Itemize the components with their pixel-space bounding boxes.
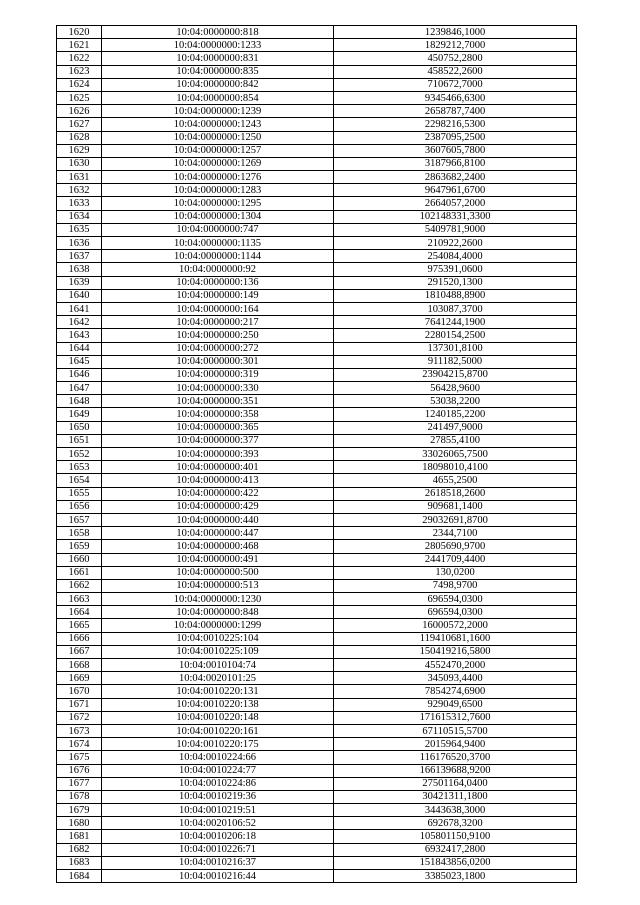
table-row [57, 487, 577, 500]
value-cell: 210922,2600 [334, 237, 577, 250]
table-row [57, 408, 577, 421]
row-number-cell: 1670 [57, 685, 102, 698]
table-row [57, 777, 577, 790]
cadastral-number-cell: 10:04:0000000:92 [102, 263, 334, 276]
cadastral-number-cell: 10:04:0000000:250 [102, 329, 334, 342]
table-row [57, 302, 577, 315]
value-cell: 254084,4000 [334, 250, 577, 263]
value-cell: 2344,7100 [334, 527, 577, 540]
table-row [57, 131, 577, 144]
value-cell: 1239846,1000 [334, 26, 577, 39]
value-cell: 30421311,1800 [334, 790, 577, 803]
cadastral-number-cell: 10:04:0000000:468 [102, 540, 334, 553]
table-row [57, 579, 577, 592]
value-cell: 137301,8100 [334, 342, 577, 355]
value-cell: 4552470,2000 [334, 659, 577, 672]
cadastral-number-cell: 10:04:0000000:351 [102, 395, 334, 408]
table-row [57, 184, 577, 197]
table-row [57, 711, 577, 724]
row-number-cell: 1665 [57, 619, 102, 632]
row-number-cell: 1664 [57, 606, 102, 619]
cadastral-number-cell: 10:04:0000000:1135 [102, 237, 334, 250]
row-number-cell: 1642 [57, 316, 102, 329]
table-row [57, 593, 577, 606]
table-row [57, 237, 577, 250]
table-row [57, 434, 577, 447]
cadastral-number-cell: 10:04:0000000:1257 [102, 144, 334, 157]
value-cell: 909681,1400 [334, 500, 577, 513]
row-number-cell: 1628 [57, 131, 102, 144]
table-row [57, 197, 577, 210]
cadastral-number-cell: 10:04:0000000:1239 [102, 105, 334, 118]
value-cell: 291520,1300 [334, 276, 577, 289]
cadastral-number-cell: 10:04:0000000:136 [102, 276, 334, 289]
row-number-cell: 1638 [57, 263, 102, 276]
value-cell: 7641244,1900 [334, 316, 577, 329]
value-cell: 33026065,7500 [334, 448, 577, 461]
table-row [57, 448, 577, 461]
cadastral-number-cell: 10:04:0000000:842 [102, 78, 334, 91]
cadastral-number-cell: 10:04:0000000:1144 [102, 250, 334, 263]
row-number-cell: 1678 [57, 790, 102, 803]
table-row [57, 856, 577, 869]
row-number-cell: 1632 [57, 184, 102, 197]
row-number-cell: 1624 [57, 78, 102, 91]
cadastral-number-cell: 10:04:0010224:86 [102, 777, 334, 790]
value-cell: 7854274,6900 [334, 685, 577, 698]
row-number-cell: 1625 [57, 91, 102, 104]
row-number-cell: 1649 [57, 408, 102, 421]
row-number-cell: 1654 [57, 474, 102, 487]
row-number-cell: 1641 [57, 302, 102, 315]
table-row [57, 329, 577, 342]
table-row [57, 382, 577, 395]
cadastral-number-cell: 10:04:0000000:854 [102, 91, 334, 104]
row-number-cell: 1633 [57, 197, 102, 210]
cadastral-number-cell: 10:04:0010225:104 [102, 632, 334, 645]
row-number-cell: 1623 [57, 65, 102, 78]
table-body [57, 26, 577, 883]
table-row [57, 395, 577, 408]
value-cell: 2618518,2600 [334, 487, 577, 500]
cadastral-number-cell: 10:04:0000000:831 [102, 52, 334, 65]
table-row [57, 619, 577, 632]
cadastral-number-cell: 10:04:0000000:1283 [102, 184, 334, 197]
value-cell: 2863682,2400 [334, 171, 577, 184]
value-cell: 1829212,7000 [334, 39, 577, 52]
value-cell: 710672,7000 [334, 78, 577, 91]
table-row [57, 461, 577, 474]
table-row [57, 171, 577, 184]
table-row [57, 276, 577, 289]
table-row [57, 804, 577, 817]
row-number-cell: 1667 [57, 645, 102, 658]
table-row [57, 39, 577, 52]
row-number-cell: 1621 [57, 39, 102, 52]
table-row [57, 830, 577, 843]
cadastral-number-cell: 10:04:0000000:491 [102, 553, 334, 566]
table-row [57, 355, 577, 368]
value-cell: 7498,9700 [334, 579, 577, 592]
row-number-cell: 1627 [57, 118, 102, 131]
row-number-cell: 1651 [57, 434, 102, 447]
cadastral-number-cell: 10:04:0000000:447 [102, 527, 334, 540]
value-cell: 102148331,3300 [334, 210, 577, 223]
row-number-cell: 1671 [57, 698, 102, 711]
row-number-cell: 1629 [57, 144, 102, 157]
cadastral-number-cell: 10:04:0010219:36 [102, 790, 334, 803]
cadastral-number-cell: 10:04:0010220:131 [102, 685, 334, 698]
value-cell: 23904215,8700 [334, 368, 577, 381]
value-cell: 3385023,1800 [334, 870, 577, 883]
cadastral-number-cell: 10:04:0000000:330 [102, 382, 334, 395]
row-number-cell: 1657 [57, 513, 102, 526]
cadastral-number-cell: 10:04:0020106:52 [102, 817, 334, 830]
cadastral-number-cell: 10:04:0000000:1233 [102, 39, 334, 52]
table-row [57, 368, 577, 381]
cadastral-value-table [56, 25, 577, 883]
table-row [57, 724, 577, 737]
row-number-cell: 1659 [57, 540, 102, 553]
table-row [57, 698, 577, 711]
cadastral-number-cell: 10:04:0010220:175 [102, 738, 334, 751]
cadastral-number-cell: 10:04:0000000:365 [102, 421, 334, 434]
row-number-cell: 1680 [57, 817, 102, 830]
cadastral-number-cell: 10:04:0000000:319 [102, 368, 334, 381]
cadastral-number-cell: 10:04:0000000:377 [102, 434, 334, 447]
row-number-cell: 1631 [57, 171, 102, 184]
value-cell: 2441709,4400 [334, 553, 577, 566]
value-cell: 116176520,3700 [334, 751, 577, 764]
cadastral-number-cell: 10:04:0000000:1230 [102, 593, 334, 606]
row-number-cell: 1676 [57, 764, 102, 777]
value-cell: 18098010,4100 [334, 461, 577, 474]
row-number-cell: 1640 [57, 289, 102, 302]
table-row [57, 738, 577, 751]
table-row [57, 316, 577, 329]
table-row [57, 65, 577, 78]
value-cell: 9647961,6700 [334, 184, 577, 197]
cadastral-number-cell: 10:04:0000000:1250 [102, 131, 334, 144]
row-number-cell: 1661 [57, 566, 102, 579]
table-row [57, 751, 577, 764]
value-cell: 458522,2600 [334, 65, 577, 78]
value-cell: 3443638,3000 [334, 804, 577, 817]
value-cell: 16000572,2000 [334, 619, 577, 632]
cadastral-number-cell: 10:04:0000000:1304 [102, 210, 334, 223]
value-cell: 3607605,7800 [334, 144, 577, 157]
value-cell: 2664057,2000 [334, 197, 577, 210]
row-number-cell: 1645 [57, 355, 102, 368]
row-number-cell: 1684 [57, 870, 102, 883]
table-row [57, 513, 577, 526]
row-number-cell: 1636 [57, 237, 102, 250]
row-number-cell: 1660 [57, 553, 102, 566]
value-cell: 119410681,1600 [334, 632, 577, 645]
cadastral-number-cell: 10:04:0010220:148 [102, 711, 334, 724]
value-cell: 2015964,9400 [334, 738, 577, 751]
row-number-cell: 1669 [57, 672, 102, 685]
table-row [57, 263, 577, 276]
table-row [57, 553, 577, 566]
value-cell: 241497,9000 [334, 421, 577, 434]
value-cell: 150419216,5800 [334, 645, 577, 658]
row-number-cell: 1620 [57, 26, 102, 39]
table-row [57, 540, 577, 553]
cadastral-number-cell: 10:04:0000000:1295 [102, 197, 334, 210]
row-number-cell: 1639 [57, 276, 102, 289]
table-row [57, 78, 577, 91]
cadastral-number-cell: 10:04:0000000:164 [102, 302, 334, 315]
cadastral-number-cell: 10:04:0000000:301 [102, 355, 334, 368]
value-cell: 151843856,0200 [334, 856, 577, 869]
table-row [57, 250, 577, 263]
table-row [57, 843, 577, 856]
value-cell: 2280154,2500 [334, 329, 577, 342]
row-number-cell: 1626 [57, 105, 102, 118]
cadastral-number-cell: 10:04:0000000:358 [102, 408, 334, 421]
table-row [57, 500, 577, 513]
cadastral-number-cell: 10:04:0010220:138 [102, 698, 334, 711]
value-cell: 6932417,2800 [334, 843, 577, 856]
row-number-cell: 1668 [57, 659, 102, 672]
cadastral-number-cell: 10:04:0000000:1276 [102, 171, 334, 184]
row-number-cell: 1683 [57, 856, 102, 869]
row-number-cell: 1622 [57, 52, 102, 65]
value-cell: 929049,6500 [334, 698, 577, 711]
row-number-cell: 1648 [57, 395, 102, 408]
table-row [57, 632, 577, 645]
value-cell: 103087,3700 [334, 302, 577, 315]
row-number-cell: 1674 [57, 738, 102, 751]
cadastral-number-cell: 10:04:0000000:401 [102, 461, 334, 474]
table-row [57, 606, 577, 619]
cadastral-number-cell: 10:04:0000000:217 [102, 316, 334, 329]
cadastral-number-cell: 10:04:0010206:18 [102, 830, 334, 843]
table-row [57, 289, 577, 302]
row-number-cell: 1650 [57, 421, 102, 434]
row-number-cell: 1637 [57, 250, 102, 263]
table-row [57, 527, 577, 540]
table-row [57, 817, 577, 830]
table-row [57, 764, 577, 777]
value-cell: 1240185,2200 [334, 408, 577, 421]
row-number-cell: 1662 [57, 579, 102, 592]
value-cell: 345093,4400 [334, 672, 577, 685]
row-number-cell: 1643 [57, 329, 102, 342]
row-number-cell: 1677 [57, 777, 102, 790]
cadastral-number-cell: 10:04:0000000:393 [102, 448, 334, 461]
row-number-cell: 1646 [57, 368, 102, 381]
value-cell: 5409781,9000 [334, 223, 577, 236]
table-row [57, 474, 577, 487]
table-row [57, 26, 577, 39]
row-number-cell: 1656 [57, 500, 102, 513]
row-number-cell: 1653 [57, 461, 102, 474]
cadastral-number-cell: 10:04:0000000:1269 [102, 157, 334, 170]
table-row [57, 672, 577, 685]
cadastral-number-cell: 10:04:0000000:1243 [102, 118, 334, 131]
cadastral-number-cell: 10:04:0010220:161 [102, 724, 334, 737]
value-cell: 130,0200 [334, 566, 577, 579]
value-cell: 450752,2800 [334, 52, 577, 65]
table-row [57, 118, 577, 131]
table-row [57, 210, 577, 223]
value-cell: 105801150,9100 [334, 830, 577, 843]
cadastral-number-cell: 10:04:0010226:71 [102, 843, 334, 856]
value-cell: 9345466,6300 [334, 91, 577, 104]
value-cell: 696594,0300 [334, 593, 577, 606]
cadastral-number-cell: 10:04:0010219:51 [102, 804, 334, 817]
row-number-cell: 1655 [57, 487, 102, 500]
cadastral-number-cell: 10:04:0010216:44 [102, 870, 334, 883]
cadastral-number-cell: 10:04:0000000:835 [102, 65, 334, 78]
row-number-cell: 1652 [57, 448, 102, 461]
cadastral-number-cell: 10:04:0000000:747 [102, 223, 334, 236]
value-cell: 2805690,9700 [334, 540, 577, 553]
row-number-cell: 1635 [57, 223, 102, 236]
cadastral-number-cell: 10:04:0000000:848 [102, 606, 334, 619]
value-cell: 975391,0600 [334, 263, 577, 276]
row-number-cell: 1644 [57, 342, 102, 355]
table-row [57, 342, 577, 355]
value-cell: 67110515,5700 [334, 724, 577, 737]
row-number-cell: 1658 [57, 527, 102, 540]
row-number-cell: 1679 [57, 804, 102, 817]
value-cell: 56428,9600 [334, 382, 577, 395]
table-row [57, 105, 577, 118]
table-row [57, 421, 577, 434]
value-cell: 27501164,0400 [334, 777, 577, 790]
row-number-cell: 1673 [57, 724, 102, 737]
value-cell: 2298216,5300 [334, 118, 577, 131]
row-number-cell: 1647 [57, 382, 102, 395]
row-number-cell: 1634 [57, 210, 102, 223]
table-row [57, 144, 577, 157]
cadastral-number-cell: 10:04:0000000:272 [102, 342, 334, 355]
cadastral-number-cell: 10:04:0010225:109 [102, 645, 334, 658]
cadastral-number-cell: 10:04:0000000:513 [102, 579, 334, 592]
cadastral-number-cell: 10:04:0000000:1299 [102, 619, 334, 632]
cadastral-number-cell: 10:04:0000000:440 [102, 513, 334, 526]
cadastral-number-cell: 10:04:0000000:429 [102, 500, 334, 513]
row-number-cell: 1672 [57, 711, 102, 724]
cadastral-number-cell: 10:04:0000000:818 [102, 26, 334, 39]
cadastral-number-cell: 10:04:0000000:422 [102, 487, 334, 500]
value-cell: 692678,3200 [334, 817, 577, 830]
cadastral-number-cell: 10:04:0010104:74 [102, 659, 334, 672]
table-row [57, 91, 577, 104]
value-cell: 1810488,8900 [334, 289, 577, 302]
cadastral-number-cell: 10:04:0000000:149 [102, 289, 334, 302]
value-cell: 166139688,9200 [334, 764, 577, 777]
table-row [57, 223, 577, 236]
value-cell: 3187966,8100 [334, 157, 577, 170]
cadastral-number-cell: 10:04:0010224:66 [102, 751, 334, 764]
table-row [57, 157, 577, 170]
table-row [57, 790, 577, 803]
cadastral-number-cell: 10:04:0020101:25 [102, 672, 334, 685]
value-cell: 911182,5000 [334, 355, 577, 368]
table-row [57, 870, 577, 883]
row-number-cell: 1663 [57, 593, 102, 606]
value-cell: 27855,4100 [334, 434, 577, 447]
cadastral-number-cell: 10:04:0000000:413 [102, 474, 334, 487]
value-cell: 171615312,7600 [334, 711, 577, 724]
cadastral-number-cell: 10:04:0000000:500 [102, 566, 334, 579]
table-row [57, 566, 577, 579]
table-row [57, 52, 577, 65]
table-row [57, 659, 577, 672]
table-row [57, 685, 577, 698]
value-cell: 696594,0300 [334, 606, 577, 619]
row-number-cell: 1630 [57, 157, 102, 170]
value-cell: 4655,2500 [334, 474, 577, 487]
row-number-cell: 1682 [57, 843, 102, 856]
value-cell: 2387095,2500 [334, 131, 577, 144]
value-cell: 53038,2200 [334, 395, 577, 408]
row-number-cell: 1666 [57, 632, 102, 645]
value-cell: 2658787,7400 [334, 105, 577, 118]
cadastral-number-cell: 10:04:0010224:77 [102, 764, 334, 777]
row-number-cell: 1675 [57, 751, 102, 764]
row-number-cell: 1681 [57, 830, 102, 843]
table-row [57, 645, 577, 658]
value-cell: 29032691,8700 [334, 513, 577, 526]
cadastral-number-cell: 10:04:0010216:37 [102, 856, 334, 869]
